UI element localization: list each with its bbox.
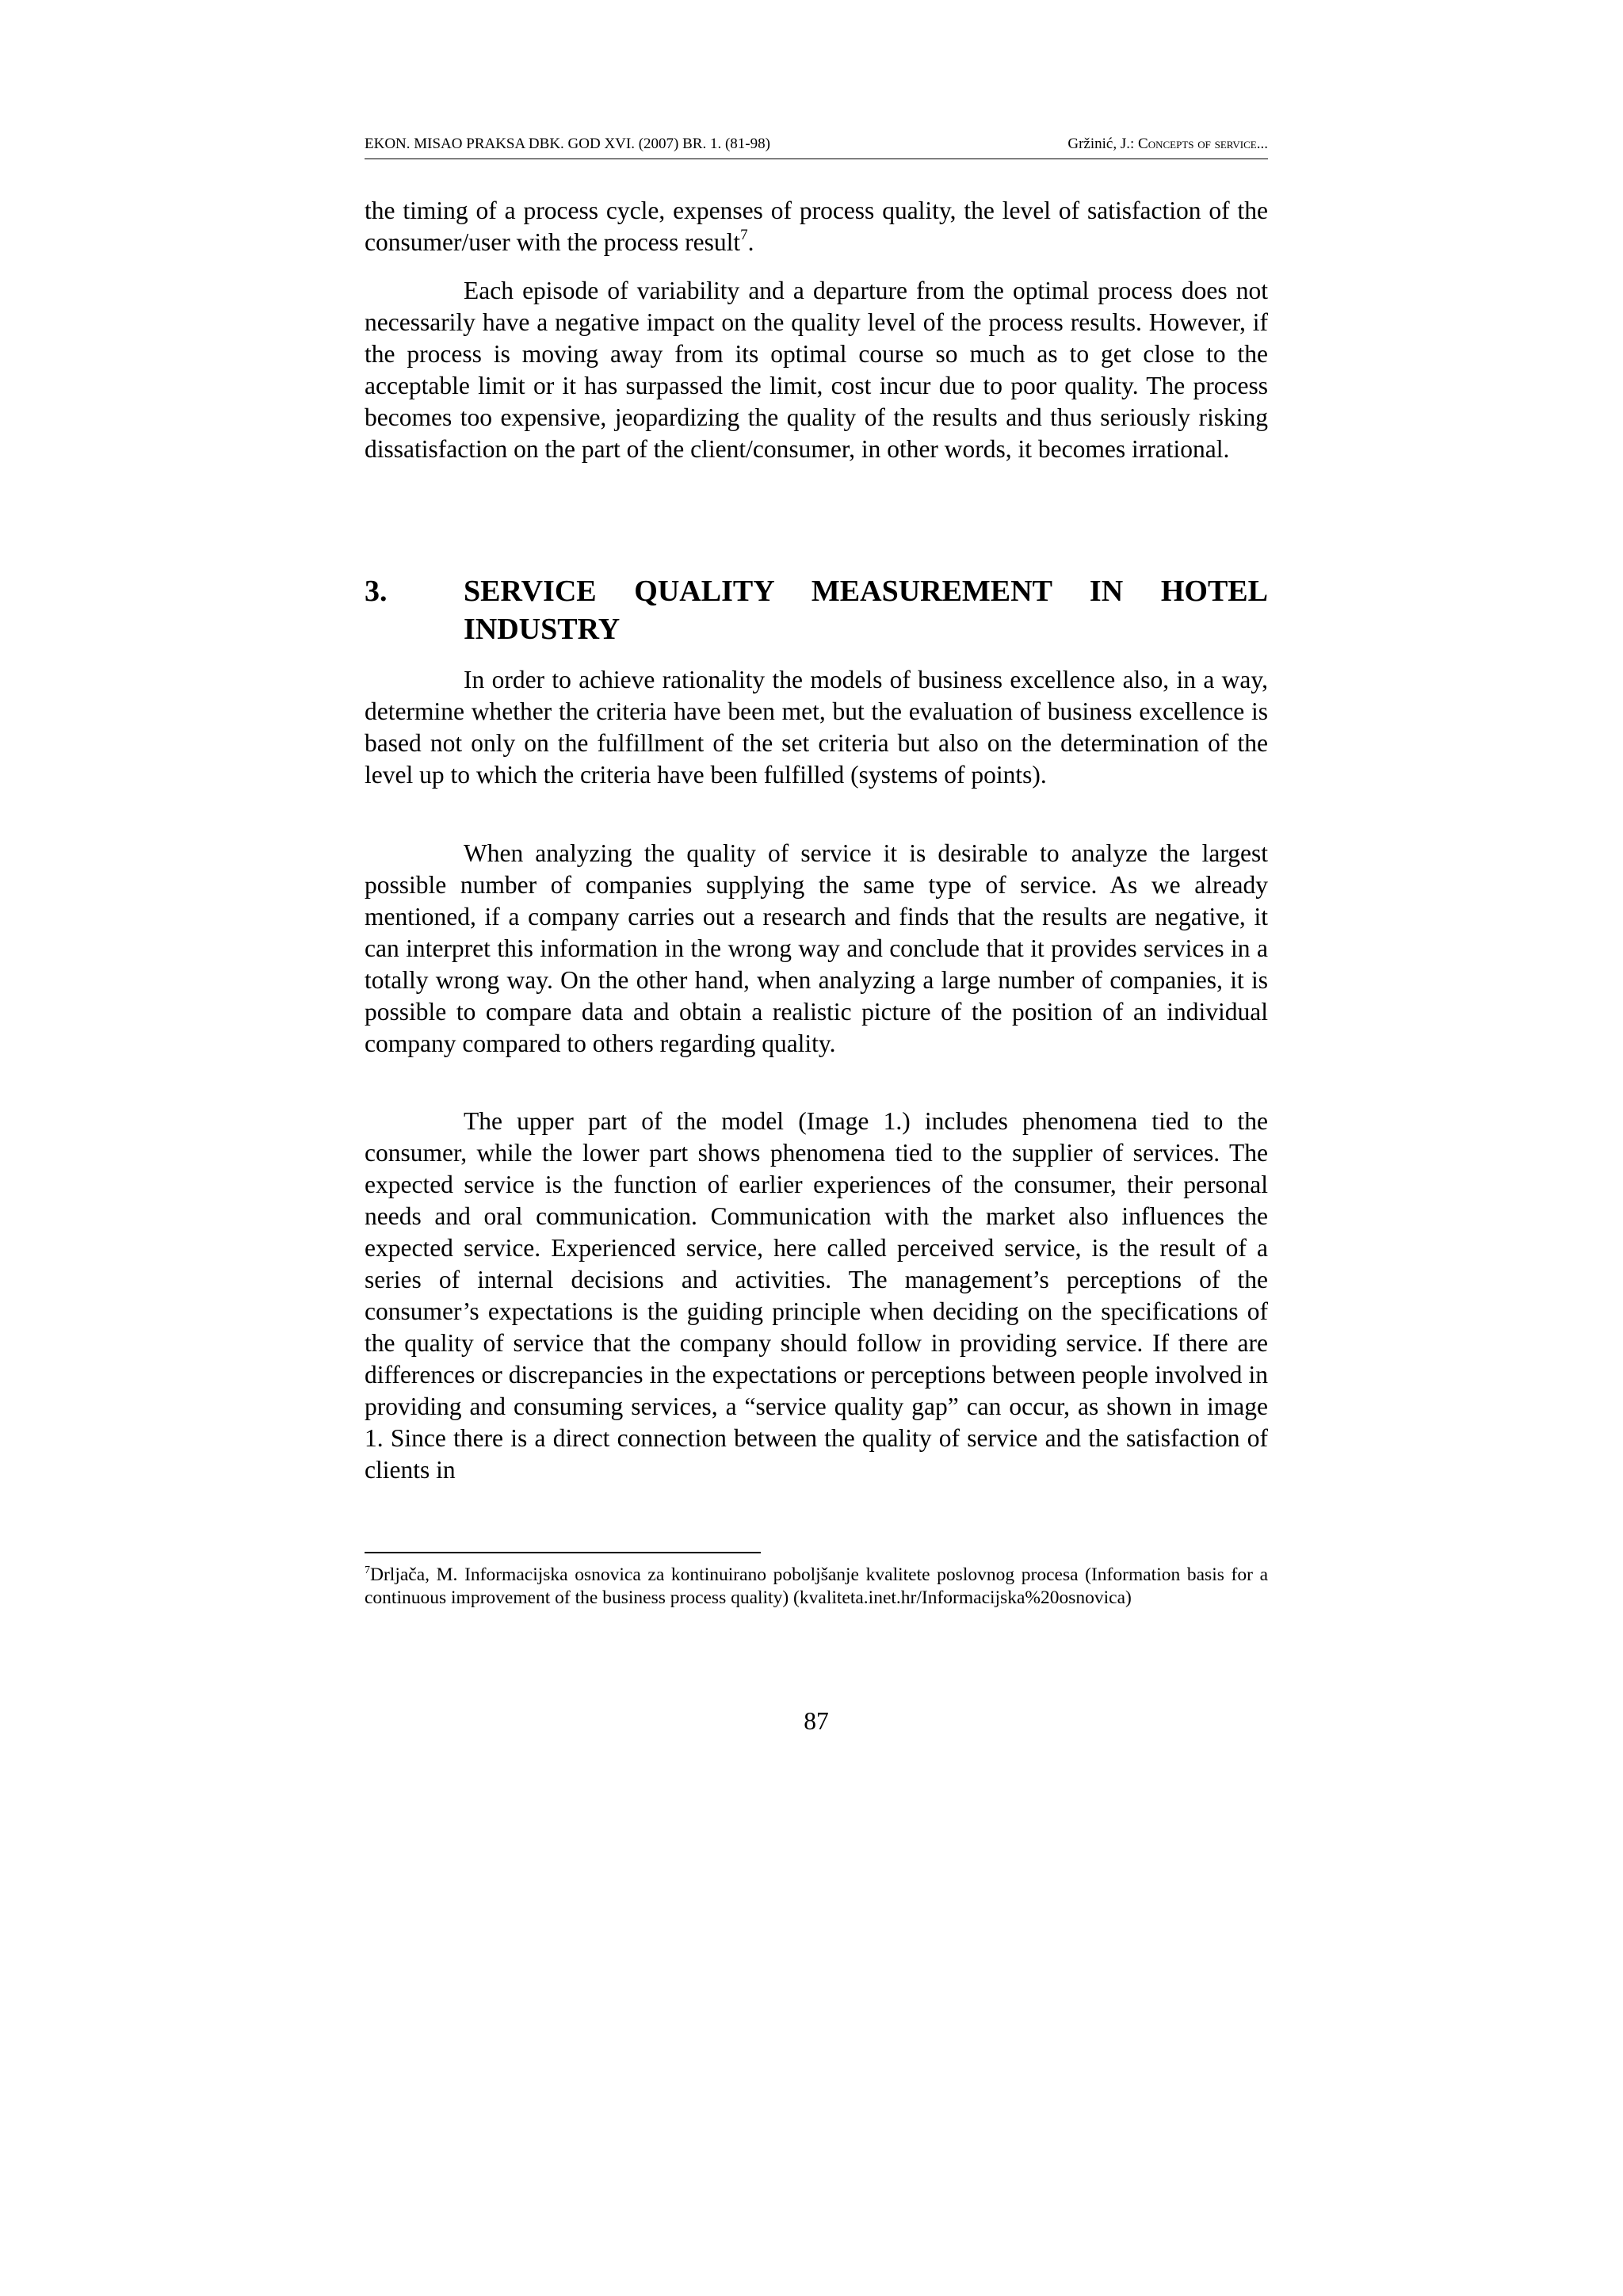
- section-title: SERVICE QUALITY MEASUREMENT IN HOTEL INDUSTRY: [464, 575, 1268, 646]
- footnote-marker: 7: [365, 1564, 370, 1576]
- page-number: 87: [804, 1707, 829, 1735]
- running-header: [365, 132, 1268, 159]
- paragraph-end-punctuation: .: [747, 228, 754, 256]
- section-number: 3.: [365, 575, 388, 608]
- paragraph-rationality: In order to achieve rationality the models of business excellence also, in a way, determine whether the criteria have been met, but the evaluation of business excellence is based not only on the fulfillment of the set criteria but also on the determination of the level up to which the criteria have been fulfilled (systems of points).: [365, 666, 1268, 789]
- footnote-text: Drljača, M. Informacijska osnovica za kontinuirano poboljšanje kvalitete poslovnog procesa (Information basis for a continuous improvement of the business process quality) (kvaliteta.inet.hr/Informacijska%20osnovica): [365, 1564, 1268, 1608]
- paragraph-continuation: [365, 195, 1268, 258]
- paragraph-text: the timing of a process cycle, expenses of process quality, the level of satisfaction of the consumer/user with the process result: [365, 197, 1268, 256]
- footnote-separator: [365, 1552, 761, 1553]
- header-title: Concepts of service...: [1138, 136, 1268, 152]
- header-author: Gržinić, J.:: [1067, 136, 1139, 152]
- paragraph-model-description: The upper part of the model (Image 1.) includes phenomena tied to the consumer, while the lower part shows phenomena tied to the supplier of services. The expected service is the function of earlier experiences of the consumer, their personal needs and oral communication. Communication with the market also influences the expected service. Experienced service, here called perceived service, is the result of a series of internal decisions and activities. The management’s perceptions of the consumer’s expectations is the guiding principle when deciding on the specifications of the quality of service that the company should follow in providing service. If there are differences or discrepancies in the expectations or perceptions between people involved in providing and consuming services, a “service quality gap” can occur, as shown in image 1. Since there is a direct connection between the quality of service and the satisfaction of clients in: [365, 1107, 1268, 1484]
- journal-citation: EKON. MISAO PRAKSA DBK. GOD XVI. (2007) BR. 1. (81-98): [365, 136, 770, 152]
- paragraph-variability: Each episode of variability and a departure from the optimal process does not necessarily have a negative impact on the quality level of the process results. However, if the process is moving away from its optimal course so much as to get close to the acceptable limit or it has surpassed the limit, cost incur due to poor quality. The process becomes too expensive, jeopardizing the quality of the results and thus seriously risking dissatisfaction on the part of the client/consumer, in other words, it becomes irrational.: [365, 277, 1268, 463]
- paragraph-analyzing-quality: When analyzing the quality of service it is desirable to analyze the largest possible number of companies supplying the same type of service. As we already mentioned, if a company carries out a research and finds that the results are negative, it can interpret this information in the wrong way and conclude that it provides services in a totally wrong way. On the other hand, when analyzing a large number of companies, it is possible to compare data and obtain a realistic picture of the position of an individual company compared to others regarding quality.: [365, 839, 1268, 1057]
- footnote-reference: 7: [740, 227, 748, 243]
- article-short-title: [1067, 135, 1268, 154]
- footnote: [365, 1564, 1268, 1610]
